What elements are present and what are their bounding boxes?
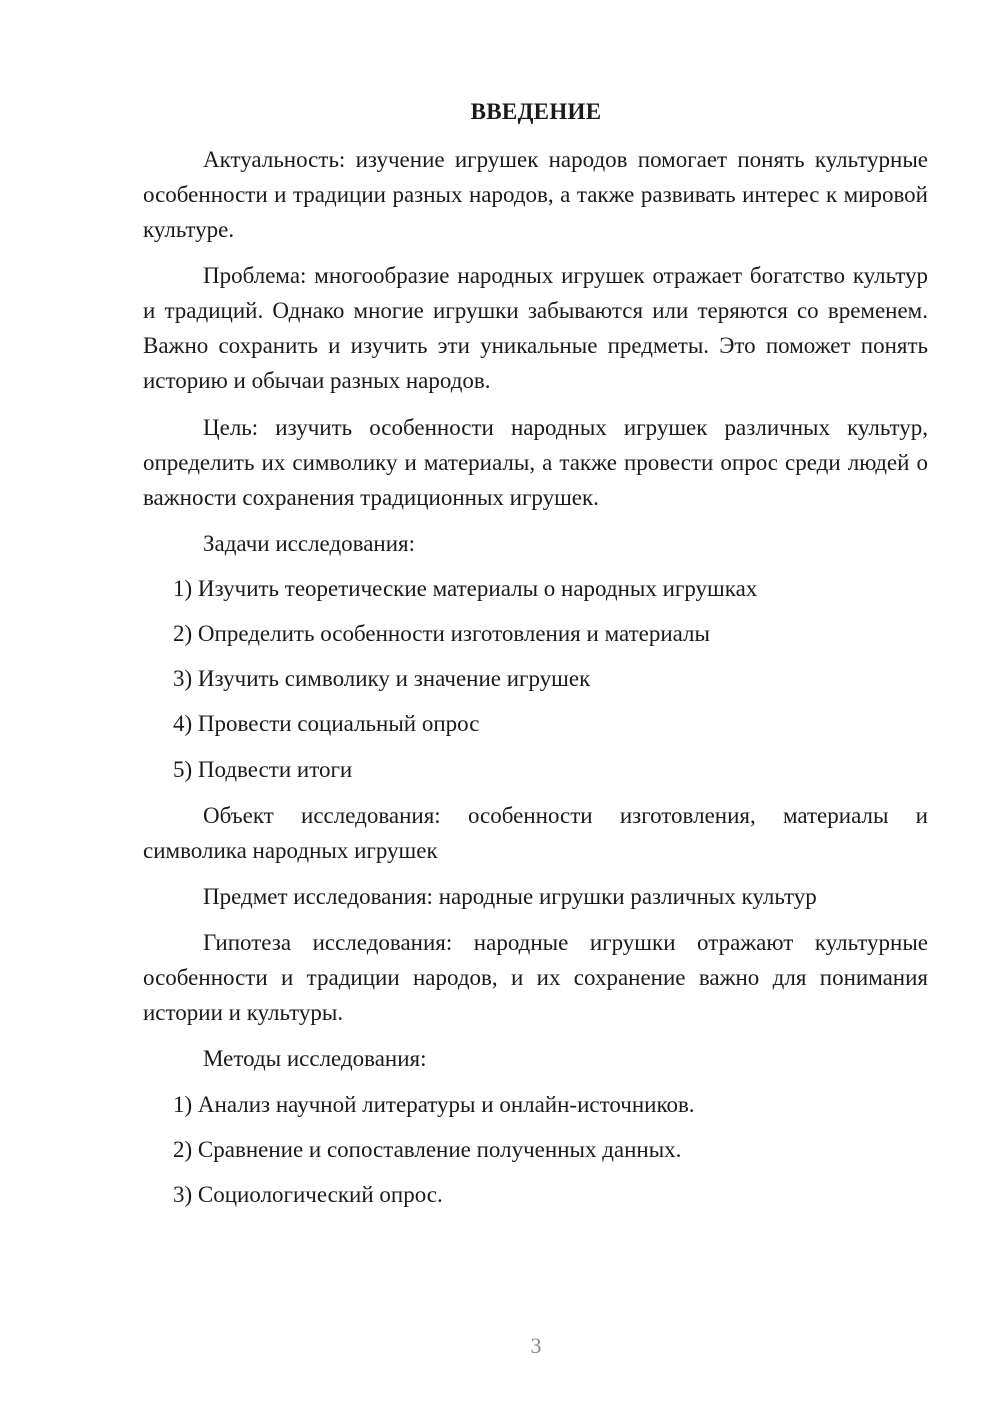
tasks-list-item: 5) Подвести итоги (173, 757, 353, 782)
tasks-list-item-3-block (143, 661, 928, 696)
page-number: 3 (530, 1333, 542, 1358)
tasks-title: Задачи исследования: (203, 531, 416, 556)
tasks-list-item-4-block (143, 706, 928, 741)
methods-list-item-2-block (143, 1132, 928, 1167)
tasks-list-item-1-block (143, 571, 928, 606)
tasks-list-item: 3) Изучить символику и значение игрушек (173, 666, 591, 691)
hypothesis-paragraph: Гипотеза исследования: народные игрушки отражают культурные особенности и традиции народов, и их сохранение важно для понимания истории и культуры. (143, 930, 928, 1025)
hypothesis-paragraph-block (143, 925, 928, 1030)
tasks-title-block (143, 526, 928, 561)
tasks-list-item: 2) Определить особенности изготовления и материалы (173, 621, 710, 646)
tasks-list-item: 4) Провести социальный опрос (173, 711, 480, 736)
relevance-paragraph: Актуальность: изучение игрушек народов помогает понять культурные особенности и традиции разных народов, а также развивать интерес к мировой культуре. (143, 147, 928, 242)
methods-list-item-3-block (143, 1177, 928, 1212)
subject-paragraph-block (143, 879, 928, 914)
subject-paragraph: Предмет исследования: народные игрушки различных культур (203, 884, 817, 909)
object-paragraph: Объект исследования: особенности изготовления, материалы и символика народных игрушек (143, 803, 928, 863)
tasks-list-item: 1) Изучить теоретические материалы о народных игрушках (173, 576, 758, 601)
relevance-paragraph-block (143, 142, 928, 247)
methods-list-item: 2) Сравнение и сопоставление полученных данных. (173, 1137, 682, 1162)
object-paragraph-block (143, 798, 928, 868)
methods-list-item: 1) Анализ научной литературы и онлайн-источников. (173, 1092, 695, 1117)
tasks-list-item-5-block (143, 752, 928, 787)
methods-list-item: 3) Социологический опрос. (173, 1182, 443, 1207)
section-heading: ВВЕДЕНИЕ (470, 99, 602, 124)
methods-title: Методы исследования: (203, 1046, 427, 1071)
goal-paragraph: Цель: изучить особенности народных игрушек различных культур, определить их символику и материалы, а также провести опрос среди людей о важности сохранения традиционных игрушек. (143, 415, 928, 510)
methods-list-item-1-block (143, 1087, 928, 1122)
tasks-list-item-2-block (143, 616, 928, 651)
methods-title-block (143, 1041, 928, 1076)
problem-paragraph-block (143, 258, 928, 398)
goal-paragraph-block (143, 410, 928, 515)
problem-paragraph: Проблема: многообразие народных игрушек отражает богатство культур и традиций. Однако многие игрушки забываются или теряются со временем. Важно сохранить и изучить эти уникальные предметы. Это поможет понять историю и обычаи разных народов. (143, 263, 928, 393)
